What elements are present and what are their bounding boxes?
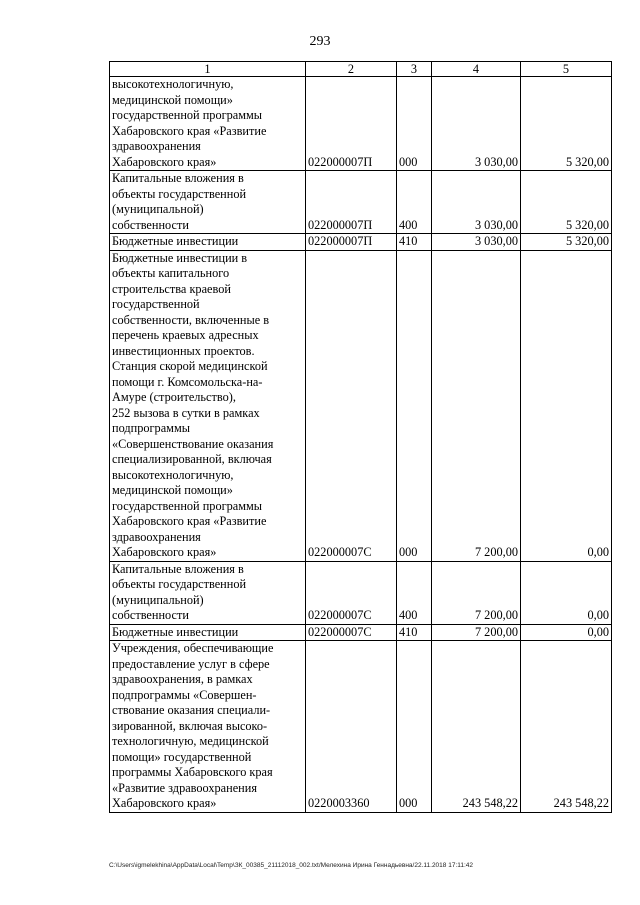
expense-type-code: 400 — [397, 171, 432, 234]
target-article-code: 022000007С — [306, 561, 397, 624]
amount-col-5: 0,00 — [521, 561, 612, 624]
amount-col-5: 5 320,00 — [521, 77, 612, 171]
header-col-4: 4 — [432, 62, 521, 77]
row-description: Капитальные вложения в объекты государственной (муниципальной) собственности — [110, 561, 306, 624]
amount-col-5: 0,00 — [521, 250, 612, 561]
row-description: высокотехнологичную, медицинской помощи» государственной программы Хабаровского края «Развитие здравоохранения Хабаровского края» — [110, 77, 306, 171]
expense-type-code: 000 — [397, 250, 432, 561]
page-number: 293 — [309, 34, 331, 49]
target-article-code: 022000007П — [306, 171, 397, 234]
amount-col-4: 3 030,00 — [432, 171, 521, 234]
amount-col-4: 243 548,22 — [432, 641, 521, 813]
header-col-1: 1 — [110, 62, 306, 77]
table-row — [110, 250, 612, 561]
amount-col-4: 7 200,00 — [432, 561, 521, 624]
table-row — [110, 641, 612, 813]
amount-col-5: 0,00 — [521, 624, 612, 641]
header-col-3: 3 — [397, 62, 432, 77]
row-description: Капитальные вложения в объекты государственной (муниципальной) собственности — [110, 171, 306, 234]
table-row — [110, 77, 612, 171]
target-article-code: 022000007П — [306, 234, 397, 251]
row-description: Бюджетные инвестиции — [110, 234, 306, 251]
table-row — [110, 624, 612, 641]
target-article-code: 022000007С — [306, 624, 397, 641]
file-path-footer: C:\Users\igmelekhina\AppData\Local\Temp\ЗК_00385_21112018_002.txt/Мелехина Ирина Геннадьевна/22.11.2018 17:11:42 — [109, 862, 474, 869]
amount-col-5: 5 320,00 — [521, 171, 612, 234]
table-row — [110, 561, 612, 624]
amount-col-4: 7 200,00 — [432, 250, 521, 561]
row-description: Учреждения, обеспечивающие предоставление услуг в сфере здравоохранения, в рамках подпрограммы «Совершен- ствование оказания специали- зированной, включая высоко- технологичную, медицинской помощи» государственной программы Хабаровского края «Развитие здравоохранения Хабаровского края» — [110, 641, 306, 813]
row-description: Бюджетные инвестиции — [110, 624, 306, 641]
amount-col-4: 3 030,00 — [432, 234, 521, 251]
header-row — [110, 62, 612, 77]
expense-type-code: 000 — [397, 641, 432, 813]
table-row — [110, 171, 612, 234]
target-article-code: 022000007П — [306, 77, 397, 171]
amount-col-4: 3 030,00 — [432, 77, 521, 171]
budget-table — [109, 61, 612, 813]
header-col-2: 2 — [306, 62, 397, 77]
amount-col-5: 5 320,00 — [521, 234, 612, 251]
amount-col-5: 243 548,22 — [521, 641, 612, 813]
table-row — [110, 234, 612, 251]
target-article-code: 0220003360 — [306, 641, 397, 813]
target-article-code: 022000007С — [306, 250, 397, 561]
amount-col-4: 7 200,00 — [432, 624, 521, 641]
header-col-5: 5 — [521, 62, 612, 77]
expense-type-code: 400 — [397, 561, 432, 624]
expense-type-code: 000 — [397, 77, 432, 171]
expense-type-code: 410 — [397, 624, 432, 641]
row-description: Бюджетные инвестиции в объекты капитального строительства краевой государственной собственности, включенные в перечень краевых адресных инвестиционных проектов. Станция скорой медицинской помощи г. Комсомольска-на- Амуре (строительство), 252 вызова в сутки в рамках подпрограммы «Совершенствование оказания специализированной, включая высокотехнологичную, медицинской помощи» государственной программы Хабаровского края «Развитие здравоохранения Хабаровского края» — [110, 250, 306, 561]
expense-type-code: 410 — [397, 234, 432, 251]
